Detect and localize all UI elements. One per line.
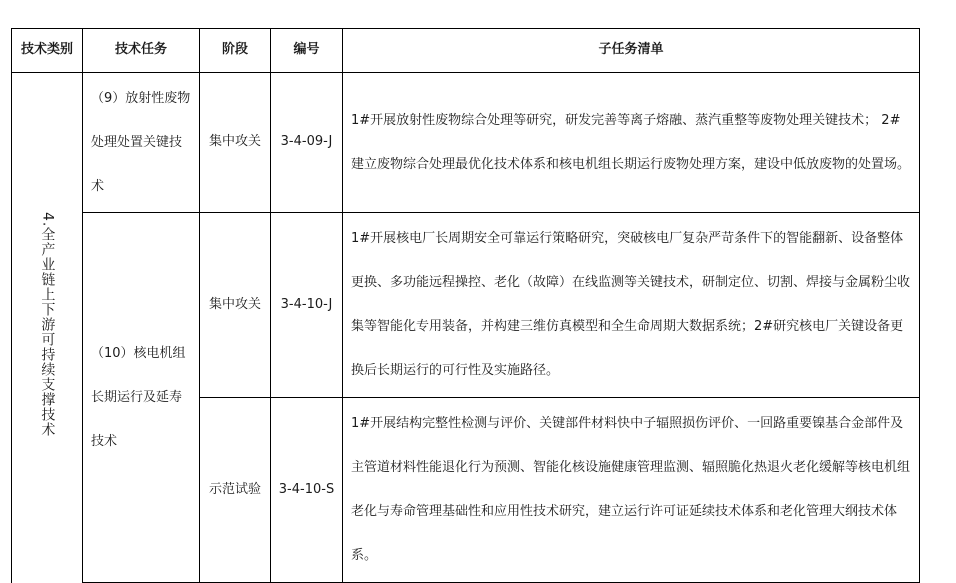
- task-cell: （10）核电机组长期运行及延寿技术: [83, 213, 200, 583]
- table-header-row: [12, 29, 920, 73]
- code-cell: 3-4-09-J: [271, 73, 343, 213]
- subtasks-cell: 1#开展结构完整性检测与评价、关键部件材料快中子辐照损伤评价、一回路重要镍基合金部件及主管道材料性能退化行为预测、智能化核设施健康管理监测、辐照脆化热退火老化缓解等核电机组老化与寿命管理基础性和应用性技术研究，建立运行许可证延续技术体系和老化管理大纲技术体系。: [343, 398, 920, 583]
- task-cell: （9）放射性废物处理处置关键技术: [83, 73, 200, 213]
- subtasks-cell: 1#开展核电厂长周期安全可靠运行策略研究，突破核电厂复杂严苛条件下的智能翻新、设备整体更换、多功能远程操控、老化（故障）在线监测等关键技术，研制定位、切割、焊接与金属粉尘收集等智能化专用装备，并构建三维仿真模型和全生命周期大数据系统；2#研究核电厂关键设备更换后长期运行的可行性及实施路径。: [343, 213, 920, 398]
- stage-cell: 集中攻关: [200, 213, 271, 398]
- stage-cell: 示范试验: [200, 398, 271, 583]
- code-cell: 3-4-10-J: [271, 213, 343, 398]
- header-subtasks: 子任务清单: [343, 29, 920, 73]
- category-label: 4.全产业链上下游可持续支撑技术: [39, 212, 56, 438]
- table-row: [12, 213, 920, 398]
- stage-cell: 集中攻关: [200, 73, 271, 213]
- header-task: 技术任务: [83, 29, 200, 73]
- table-row: [12, 73, 920, 213]
- code-cell: 3-4-10-S: [271, 398, 343, 583]
- header-code: 编号: [271, 29, 343, 73]
- subtasks-cell: 1#开展放射性废物综合处理等研究，研发完善等离子熔融、蒸汽重整等废物处理关键技术； 2#建立废物综合处理最优化技术体系和核电机组长期运行废物处理方案，建设中低放废物的处置场。: [343, 73, 920, 213]
- header-stage: 阶段: [200, 29, 271, 73]
- category-cell: [12, 73, 83, 583]
- header-category: 技术类别: [12, 29, 83, 73]
- subtask-table: [11, 28, 920, 583]
